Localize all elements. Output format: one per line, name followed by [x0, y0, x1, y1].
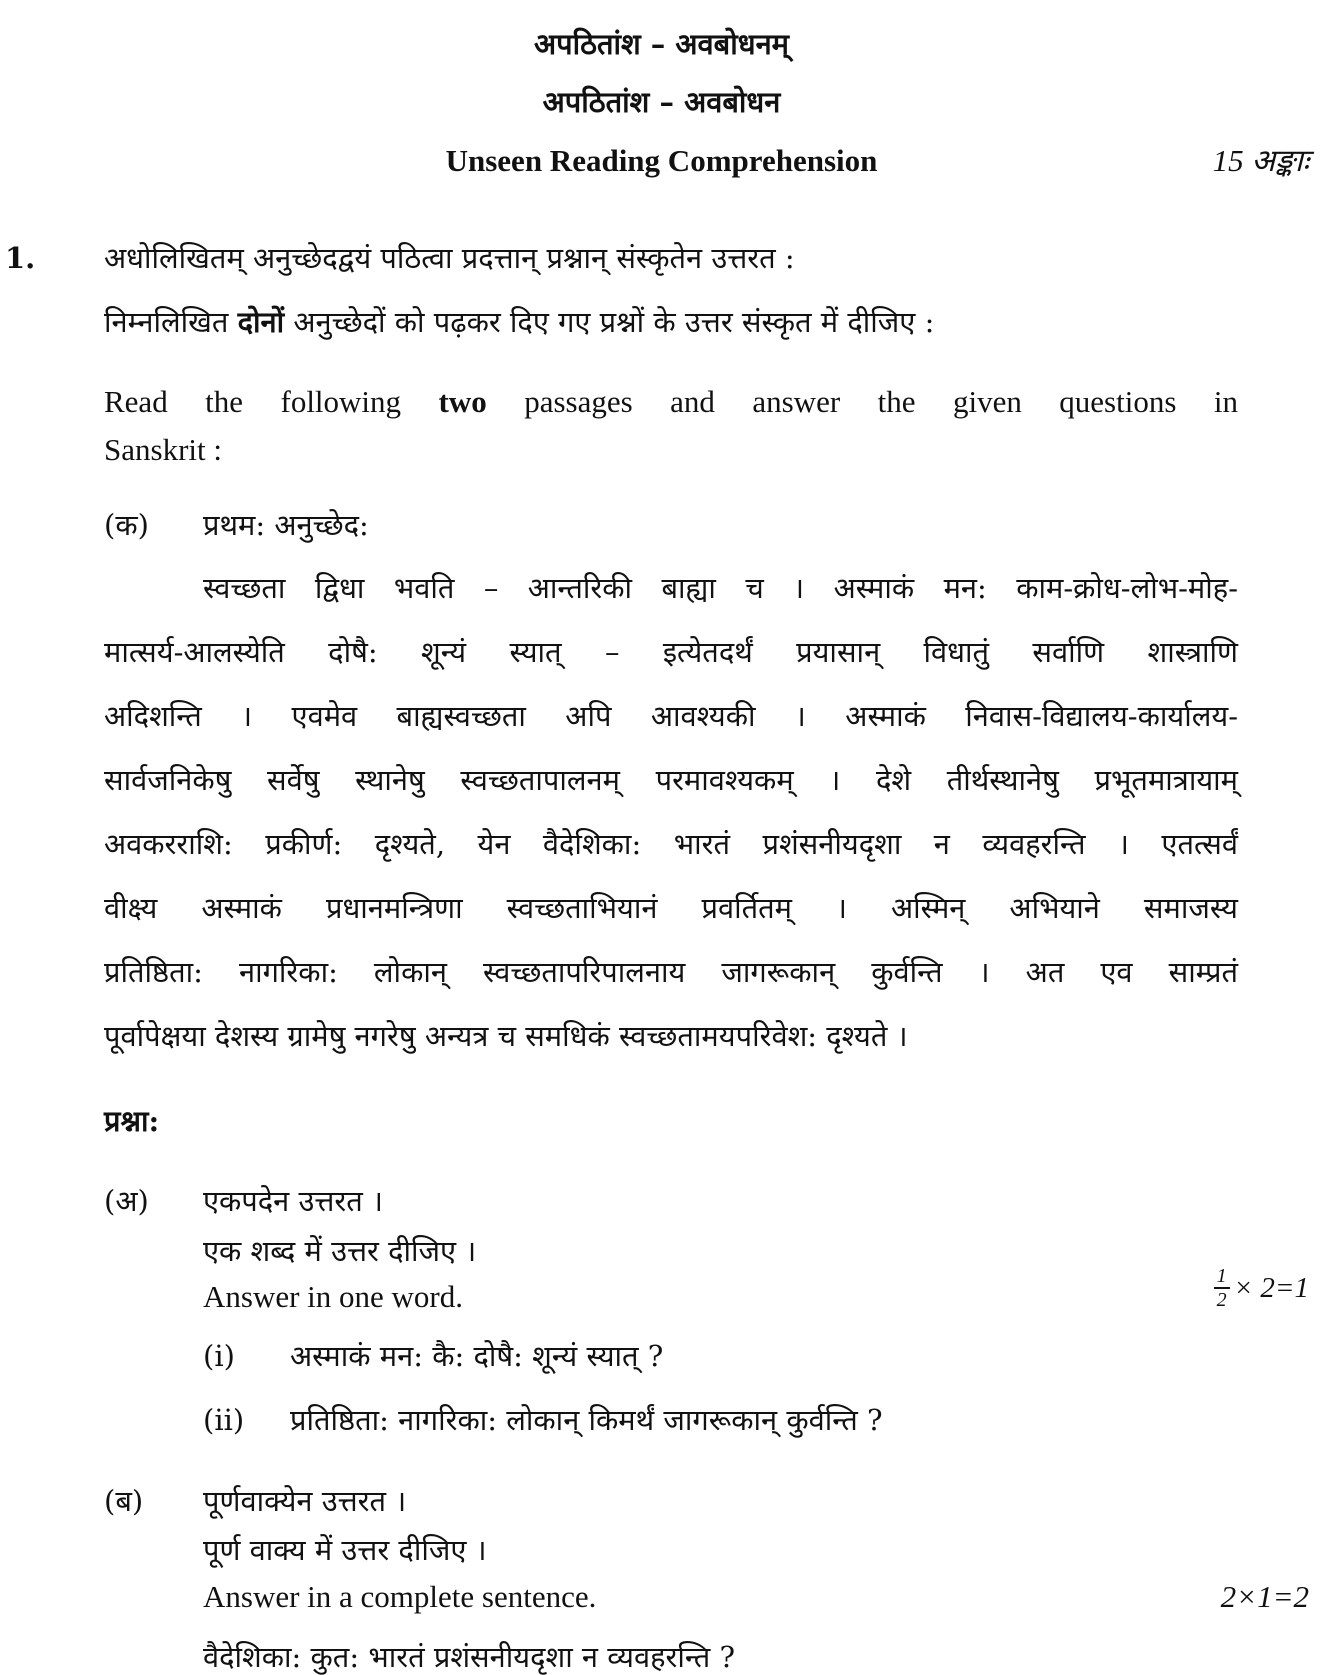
- title-sanskrit: अपठितांश – अवबोधनम्: [533, 27, 790, 61]
- question-number: 1.: [5, 241, 36, 275]
- title-hindi: अपठितांश – अवबोधन: [542, 85, 781, 119]
- title-english: Unseen Reading Comprehension: [445, 143, 878, 178]
- passage-line: अदिशन्ति । एवमेव बाह्यस्वच्छता अपि आवश्यकी । अस्माकं निवास-विद्यालय-कार्यालय-: [104, 699, 1238, 733]
- passage-line: पूर्वापेक्षया देशस्य ग्रामेषु नगरेषु अन्यत्र च समधिकं स्वच्छतामयपरिवेश: दृश्यते ।: [104, 1019, 908, 1053]
- q-b-label: (ब): [104, 1484, 144, 1518]
- passage-line: अवकरराशि: प्रकीर्ण: दृश्यते, येन वैदेशिका: भारतं प्रशंसनीयदृशा न व्यवहरन्ति । एतत्सर्वं: [104, 827, 1238, 861]
- q-a-label: (अ): [104, 1184, 149, 1218]
- q-b-english: Answer in a complete sentence.: [203, 1579, 597, 1614]
- q-b-item-text: वैदेशिका: कुत: भारतं प्रशंसनीयदृशा न व्यवहरन्ति ?: [203, 1640, 736, 1674]
- passage-line: सार्वजनिकेषु सर्वेषु स्थानेषु स्वच्छतापालनम् परमावश्यकम् । देशे तीर्थस्थानेषु प्रभूतमात्रायाम्: [104, 763, 1238, 797]
- q-a-item-num: (ii): [203, 1403, 245, 1437]
- instruction-sanskrit: अधोलिखितम् अनुच्छेदद्वयं पठित्वा प्रदत्तान् प्रश्नान् संस्कृतेन उत्तरत :: [104, 241, 795, 275]
- instruction-english: [104, 384, 1238, 420]
- q-b-sanskrit: पूर्णवाक्येन उत्तरत ।: [203, 1484, 407, 1518]
- passage-label: (क): [104, 508, 149, 542]
- q-a-english: Answer in one word.: [203, 1279, 464, 1314]
- bold-text: two: [438, 384, 487, 419]
- q-a-item-text: प्रतिष्ठिता: नागरिका: लोकान् किमर्थं जागरूकान् कुर्वन्ति ?: [290, 1403, 883, 1437]
- fraction-numerator: 1: [1216, 1265, 1227, 1287]
- questions-heading: प्रश्ना:: [104, 1104, 160, 1138]
- passage-heading: प्रथम: अनुच्छेद:: [203, 508, 369, 542]
- text: Read the following: [104, 384, 439, 419]
- passage-line: मात्सर्य-आलस्येति दोषै: शून्यं स्यात् – इत्येतदर्थं प्रयासान् विधातुं सर्वाणि शास्त्राणि: [104, 635, 1238, 669]
- passage-line: वीक्ष्य अस्माकं प्रधानमन्त्रिणा स्वच्छताभियानं प्रवर्तितम् । अस्मिन् अभियाने समाजस्य: [104, 891, 1238, 925]
- q-a-item-text: अस्माकं मन: कै: दोषै: शून्यं स्यात् ?: [290, 1339, 664, 1373]
- q-a-hindi: एक शब्द में उत्तर दीजिए ।: [203, 1234, 477, 1268]
- passage-line: स्वच्छता द्विधा भवति – आन्तरिकी बाह्या च । अस्माकं मन: काम-क्रोध-लोभ-मोह-: [203, 571, 1238, 605]
- q-b-marks: 2×1=2: [1220, 1579, 1309, 1614]
- q-a-item-num: (i): [203, 1339, 235, 1373]
- marks-text: × 2=1: [1233, 1271, 1309, 1304]
- text: passages and answer the given questions in: [486, 384, 1238, 419]
- instruction-english-line2: Sanskrit :: [104, 432, 222, 467]
- q-a-marks: [1214, 1265, 1309, 1311]
- text: अनुच्छेदों को पढ़कर दिए गए प्रश्नों के उत्तर संस्कृत में दीजिए :: [284, 305, 935, 339]
- passage-line: प्रतिष्ठिता: नागरिका: लोकान् स्वच्छतापरिपालनाय जागरूकान् कुर्वन्ति । अत एव साम्प्रतं: [104, 955, 1238, 989]
- section-marks: 15 अङ्काः: [1212, 143, 1309, 178]
- text: निम्नलिखित: [104, 305, 238, 339]
- instruction-hindi: [104, 304, 934, 340]
- q-b-hindi: पूर्ण वाक्य में उत्तर दीजिए ।: [203, 1533, 487, 1567]
- bold-text: दोनों: [237, 305, 285, 339]
- fraction-denominator: 2: [1216, 1289, 1227, 1311]
- q-a-sanskrit: एकपदेन उत्तरत ।: [203, 1184, 384, 1218]
